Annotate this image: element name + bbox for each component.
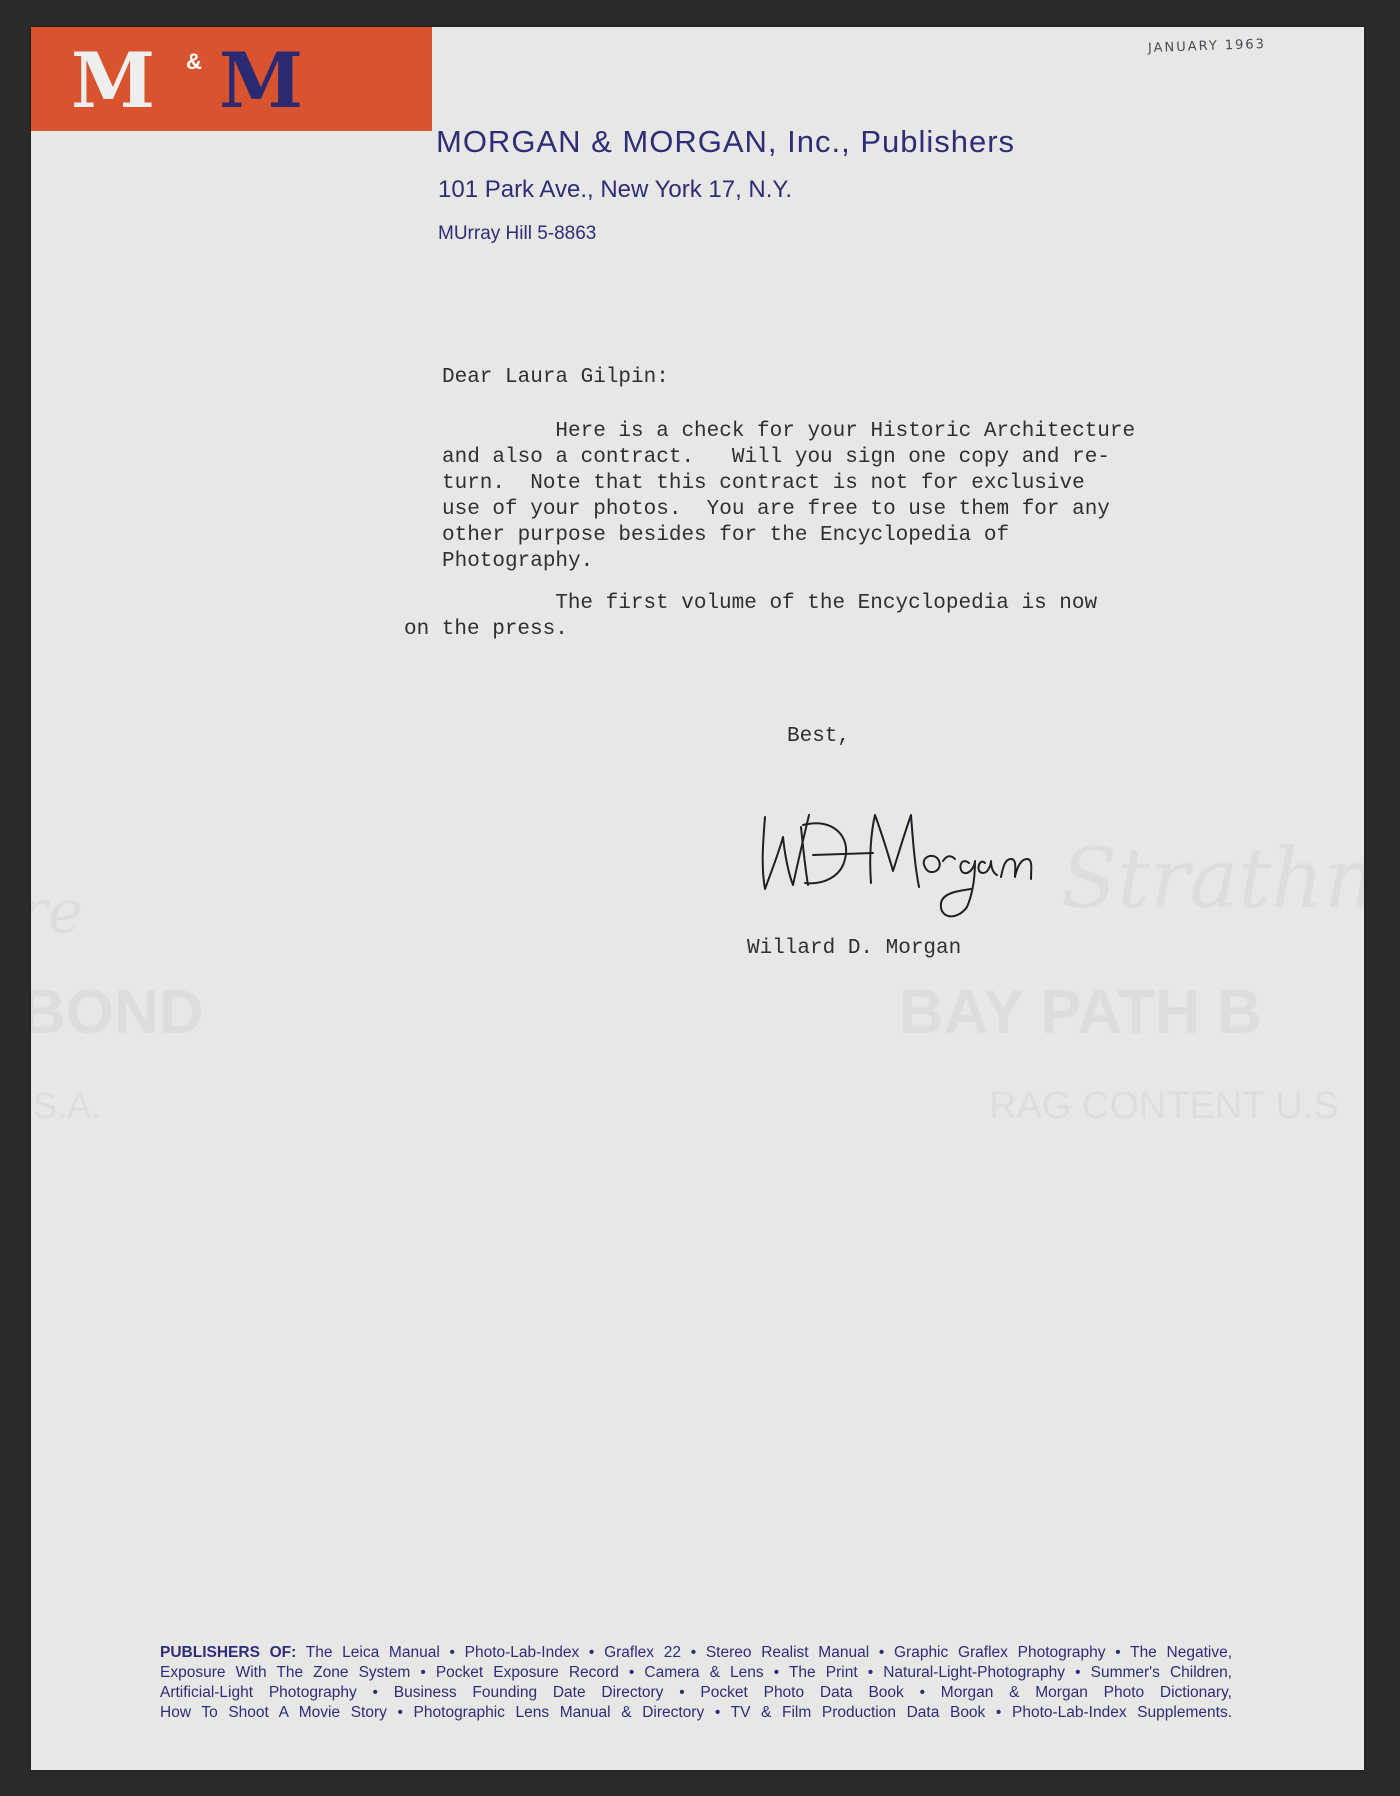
logo-letter-right: M: [219, 36, 302, 125]
watermark-script-right: [1061, 832, 1364, 927]
company-logo: [31, 27, 432, 131]
letter-sheet: [31, 27, 1364, 1770]
handwritten-date-note: JANUARY 1963: [1147, 36, 1267, 57]
watermark-usa: [33, 1085, 101, 1127]
handwritten-signature: [753, 797, 1083, 927]
footer-line-text: The Leica Manual • Photo-Lab-Index • Graflex 22 • Stereo Realist Manual • Graphic Graflex Photography • The Negative,: [305, 1644, 1232, 1661]
company-address: 101 Park Ave., New York 17, N.Y.: [438, 176, 792, 203]
paragraph-line: Photography.: [442, 550, 594, 573]
paragraph-line: and also a contract. Will you sign one copy and re-: [442, 446, 1110, 469]
paragraph-line: use of your photos. You are free to use them for any: [442, 498, 1110, 521]
salutation: Dear Laura Gilpin:: [442, 366, 669, 389]
paragraph-line: turn. Note that this contract is not for exclusive: [442, 472, 1085, 495]
watermark-script-left: [31, 877, 83, 947]
footer-label: PUBLISHERS OF:: [160, 1644, 297, 1661]
paragraph-line: on the press.: [404, 618, 568, 641]
footer-line: How To Shoot A Movie Story • Photographic Lens Manual & Directory • TV & Film Production Data Book • Photo-Lab-Index Supplements.: [160, 1704, 1232, 1721]
company-phone: MUrray Hill 5-8863: [438, 223, 597, 244]
footer-line: Exposure With The Zone System • Pocket Exposure Record • Camera & Lens • The Print • Natural-Light-Photography • Summer's Children,: [160, 1664, 1232, 1681]
watermark-bond: [31, 977, 204, 1048]
paragraph-line: Here is a check for your Historic Architecture: [442, 420, 1136, 443]
footer-line: [160, 1643, 1232, 1663]
letter-closing: Best,: [787, 725, 851, 748]
paragraph-line: The first volume of the Encyclopedia is now: [404, 592, 1098, 615]
paragraph-line: other purpose besides for the Encyclopedia of: [442, 524, 1010, 547]
footer-line: Artificial-Light Photography • Business Founding Date Directory • Pocket Photo Data Book • Morgan & Morgan Photo Dictionary,: [160, 1684, 1232, 1701]
publications-footer: [160, 1643, 1232, 1723]
signer-name: Willard D. Morgan: [747, 937, 962, 960]
letter-paragraph-2: [404, 591, 1164, 643]
logo-letter-left: M: [71, 36, 154, 125]
watermark-rag-content: [989, 1085, 1339, 1128]
logo-ampersand: &: [186, 49, 202, 74]
letter-paragraph-1: [442, 419, 1182, 575]
company-name: MORGAN & MORGAN, Inc., Publishers: [436, 124, 1016, 159]
watermark-bay-path: [899, 977, 1262, 1048]
